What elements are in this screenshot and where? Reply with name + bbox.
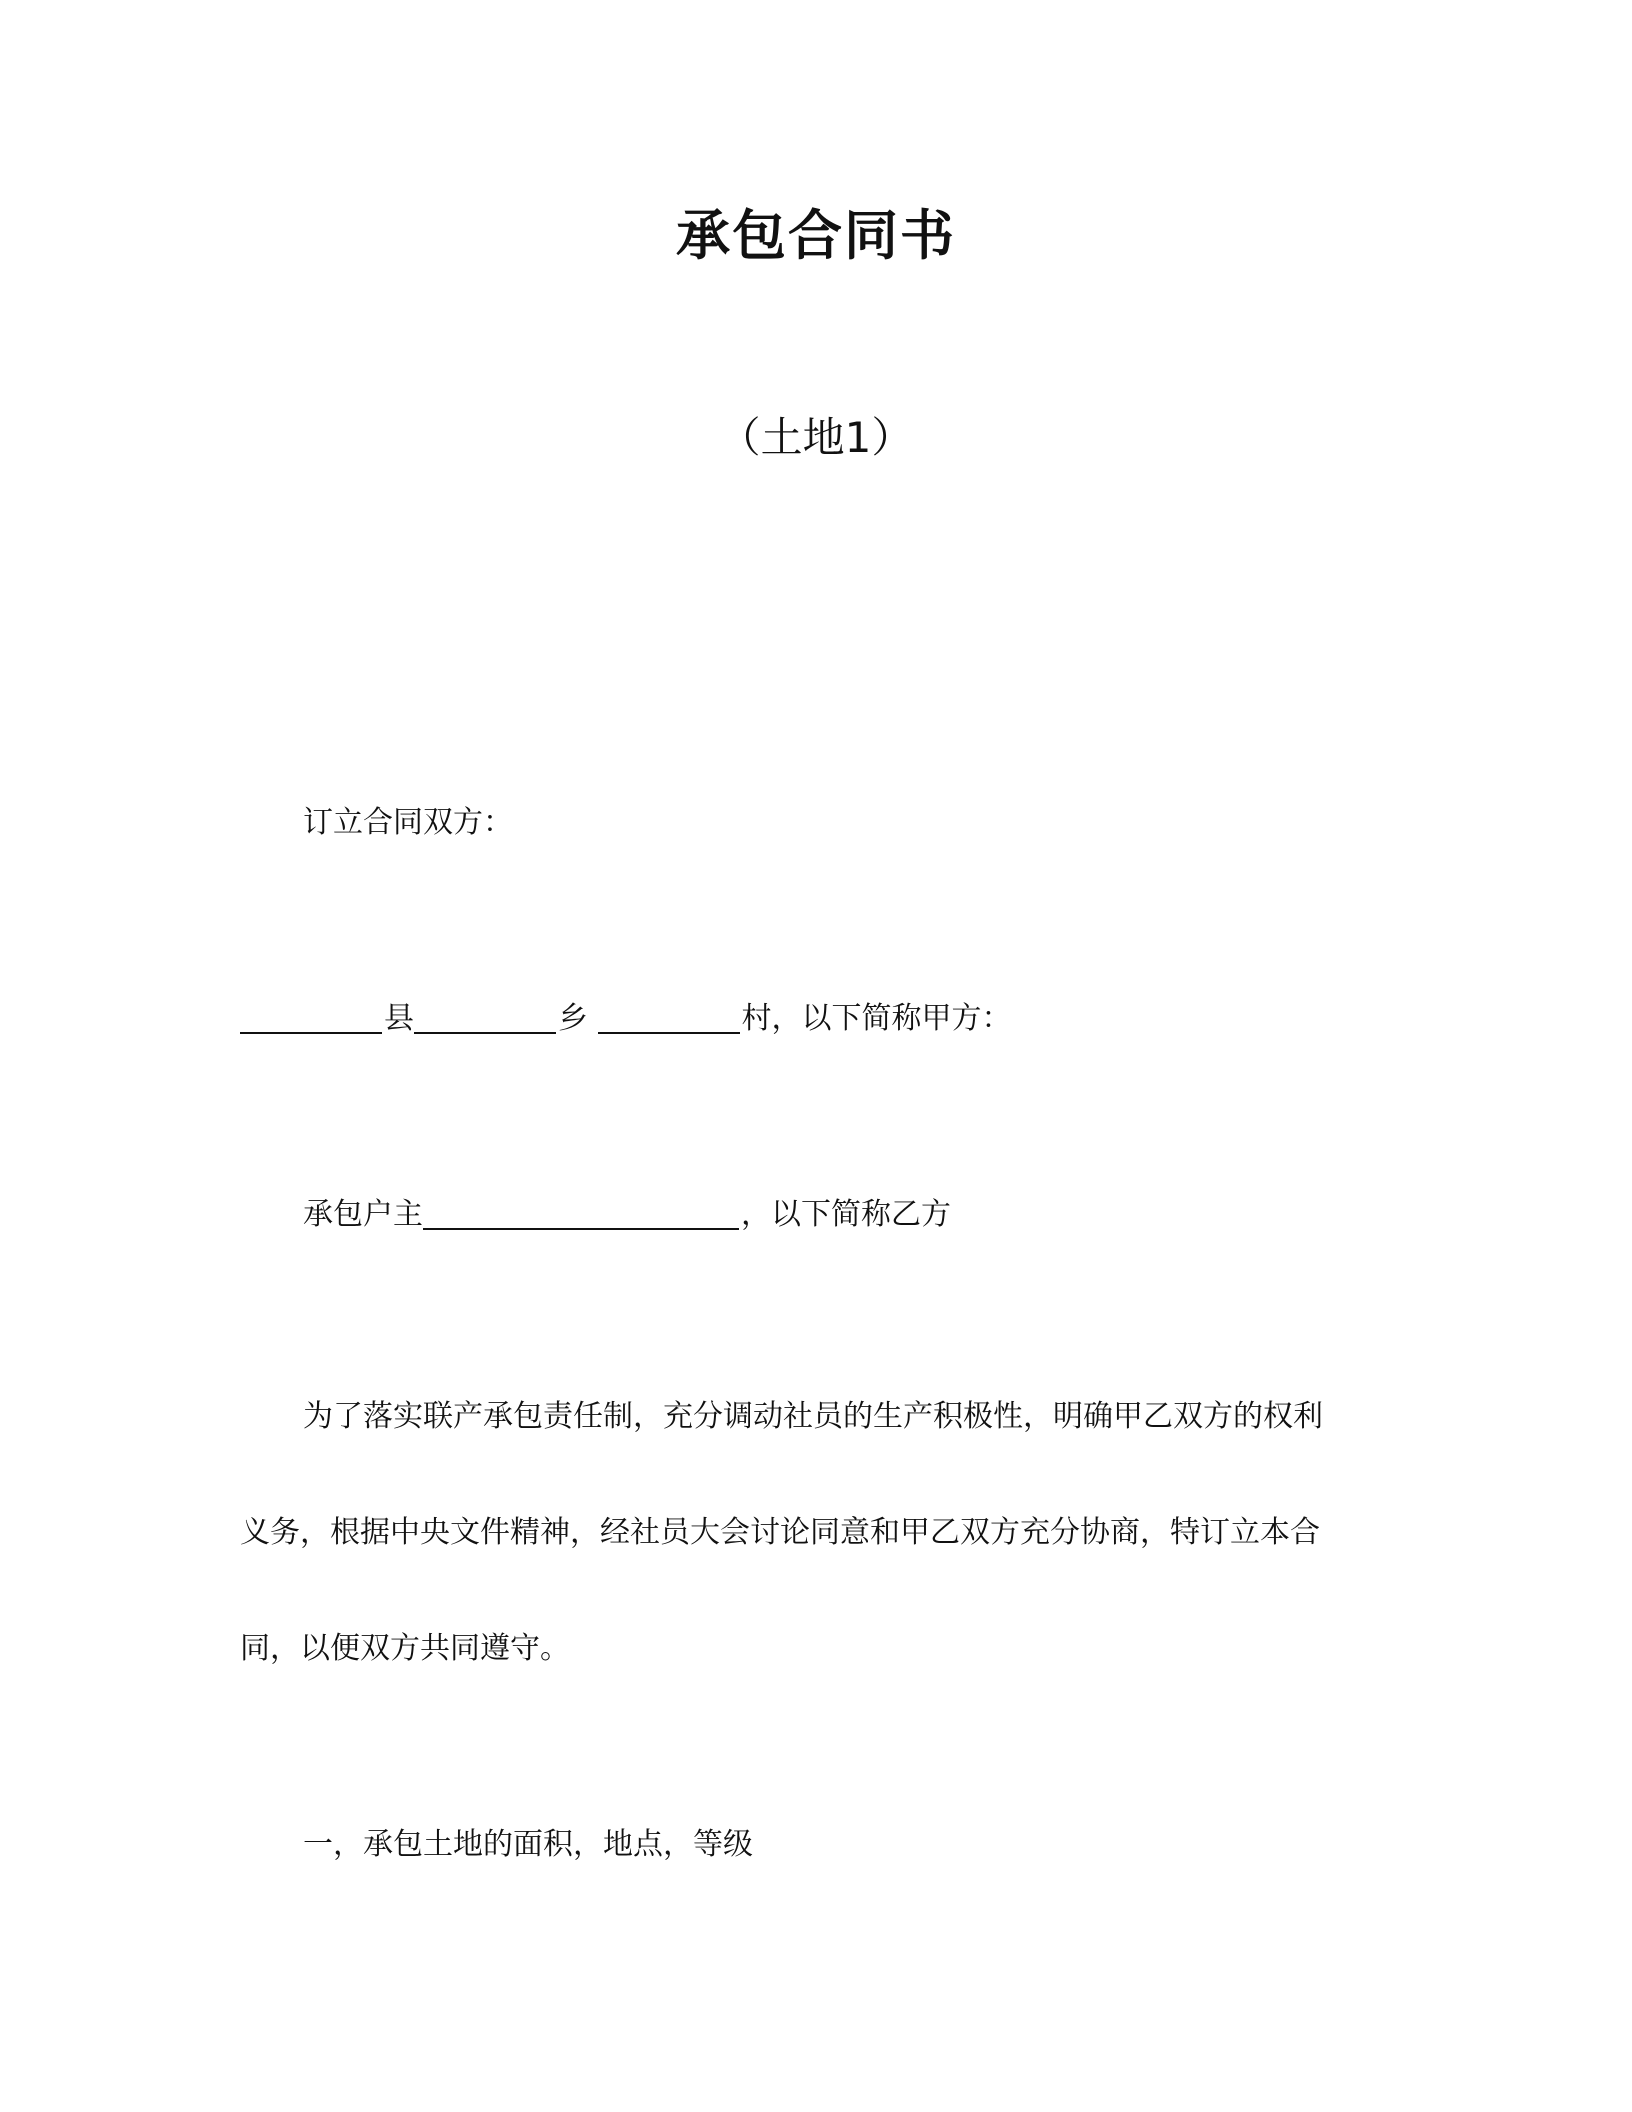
village-suffix: 村，以下简称甲方： bbox=[741, 1001, 1012, 1036]
party-b-line bbox=[303, 1193, 951, 1237]
preamble-line-2: 义务，根据中央文件精神，经社员大会讨论同意和甲乙双方充分协商，特订立本合 bbox=[240, 1515, 1320, 1550]
party-a-line bbox=[240, 997, 1012, 1041]
township-suffix: 乡 bbox=[558, 1001, 588, 1036]
county-suffix: 县 bbox=[384, 1001, 414, 1036]
section-1-heading: 一，承包土地的面积，地点，等级 bbox=[303, 1827, 753, 1862]
document-subtitle: （土地1） bbox=[718, 413, 914, 462]
county-blank[interactable] bbox=[240, 1002, 382, 1034]
party-b-prefix: 承包户主 bbox=[303, 1197, 423, 1232]
household-head-blank[interactable] bbox=[423, 1198, 739, 1230]
preamble-line-3: 同，以便双方共同遵守。 bbox=[240, 1631, 570, 1666]
preamble-line-1: 为了落实联产承包责任制，充分调动社员的生产积极性，明确甲乙双方的权利 bbox=[303, 1399, 1323, 1434]
village-blank[interactable] bbox=[598, 1002, 740, 1034]
party-b-suffix: ，以下简称乙方 bbox=[741, 1197, 951, 1232]
document-title: 承包合同书 bbox=[676, 204, 956, 267]
parties-label: 订立合同双方： bbox=[303, 805, 513, 840]
township-blank[interactable] bbox=[414, 1002, 556, 1034]
